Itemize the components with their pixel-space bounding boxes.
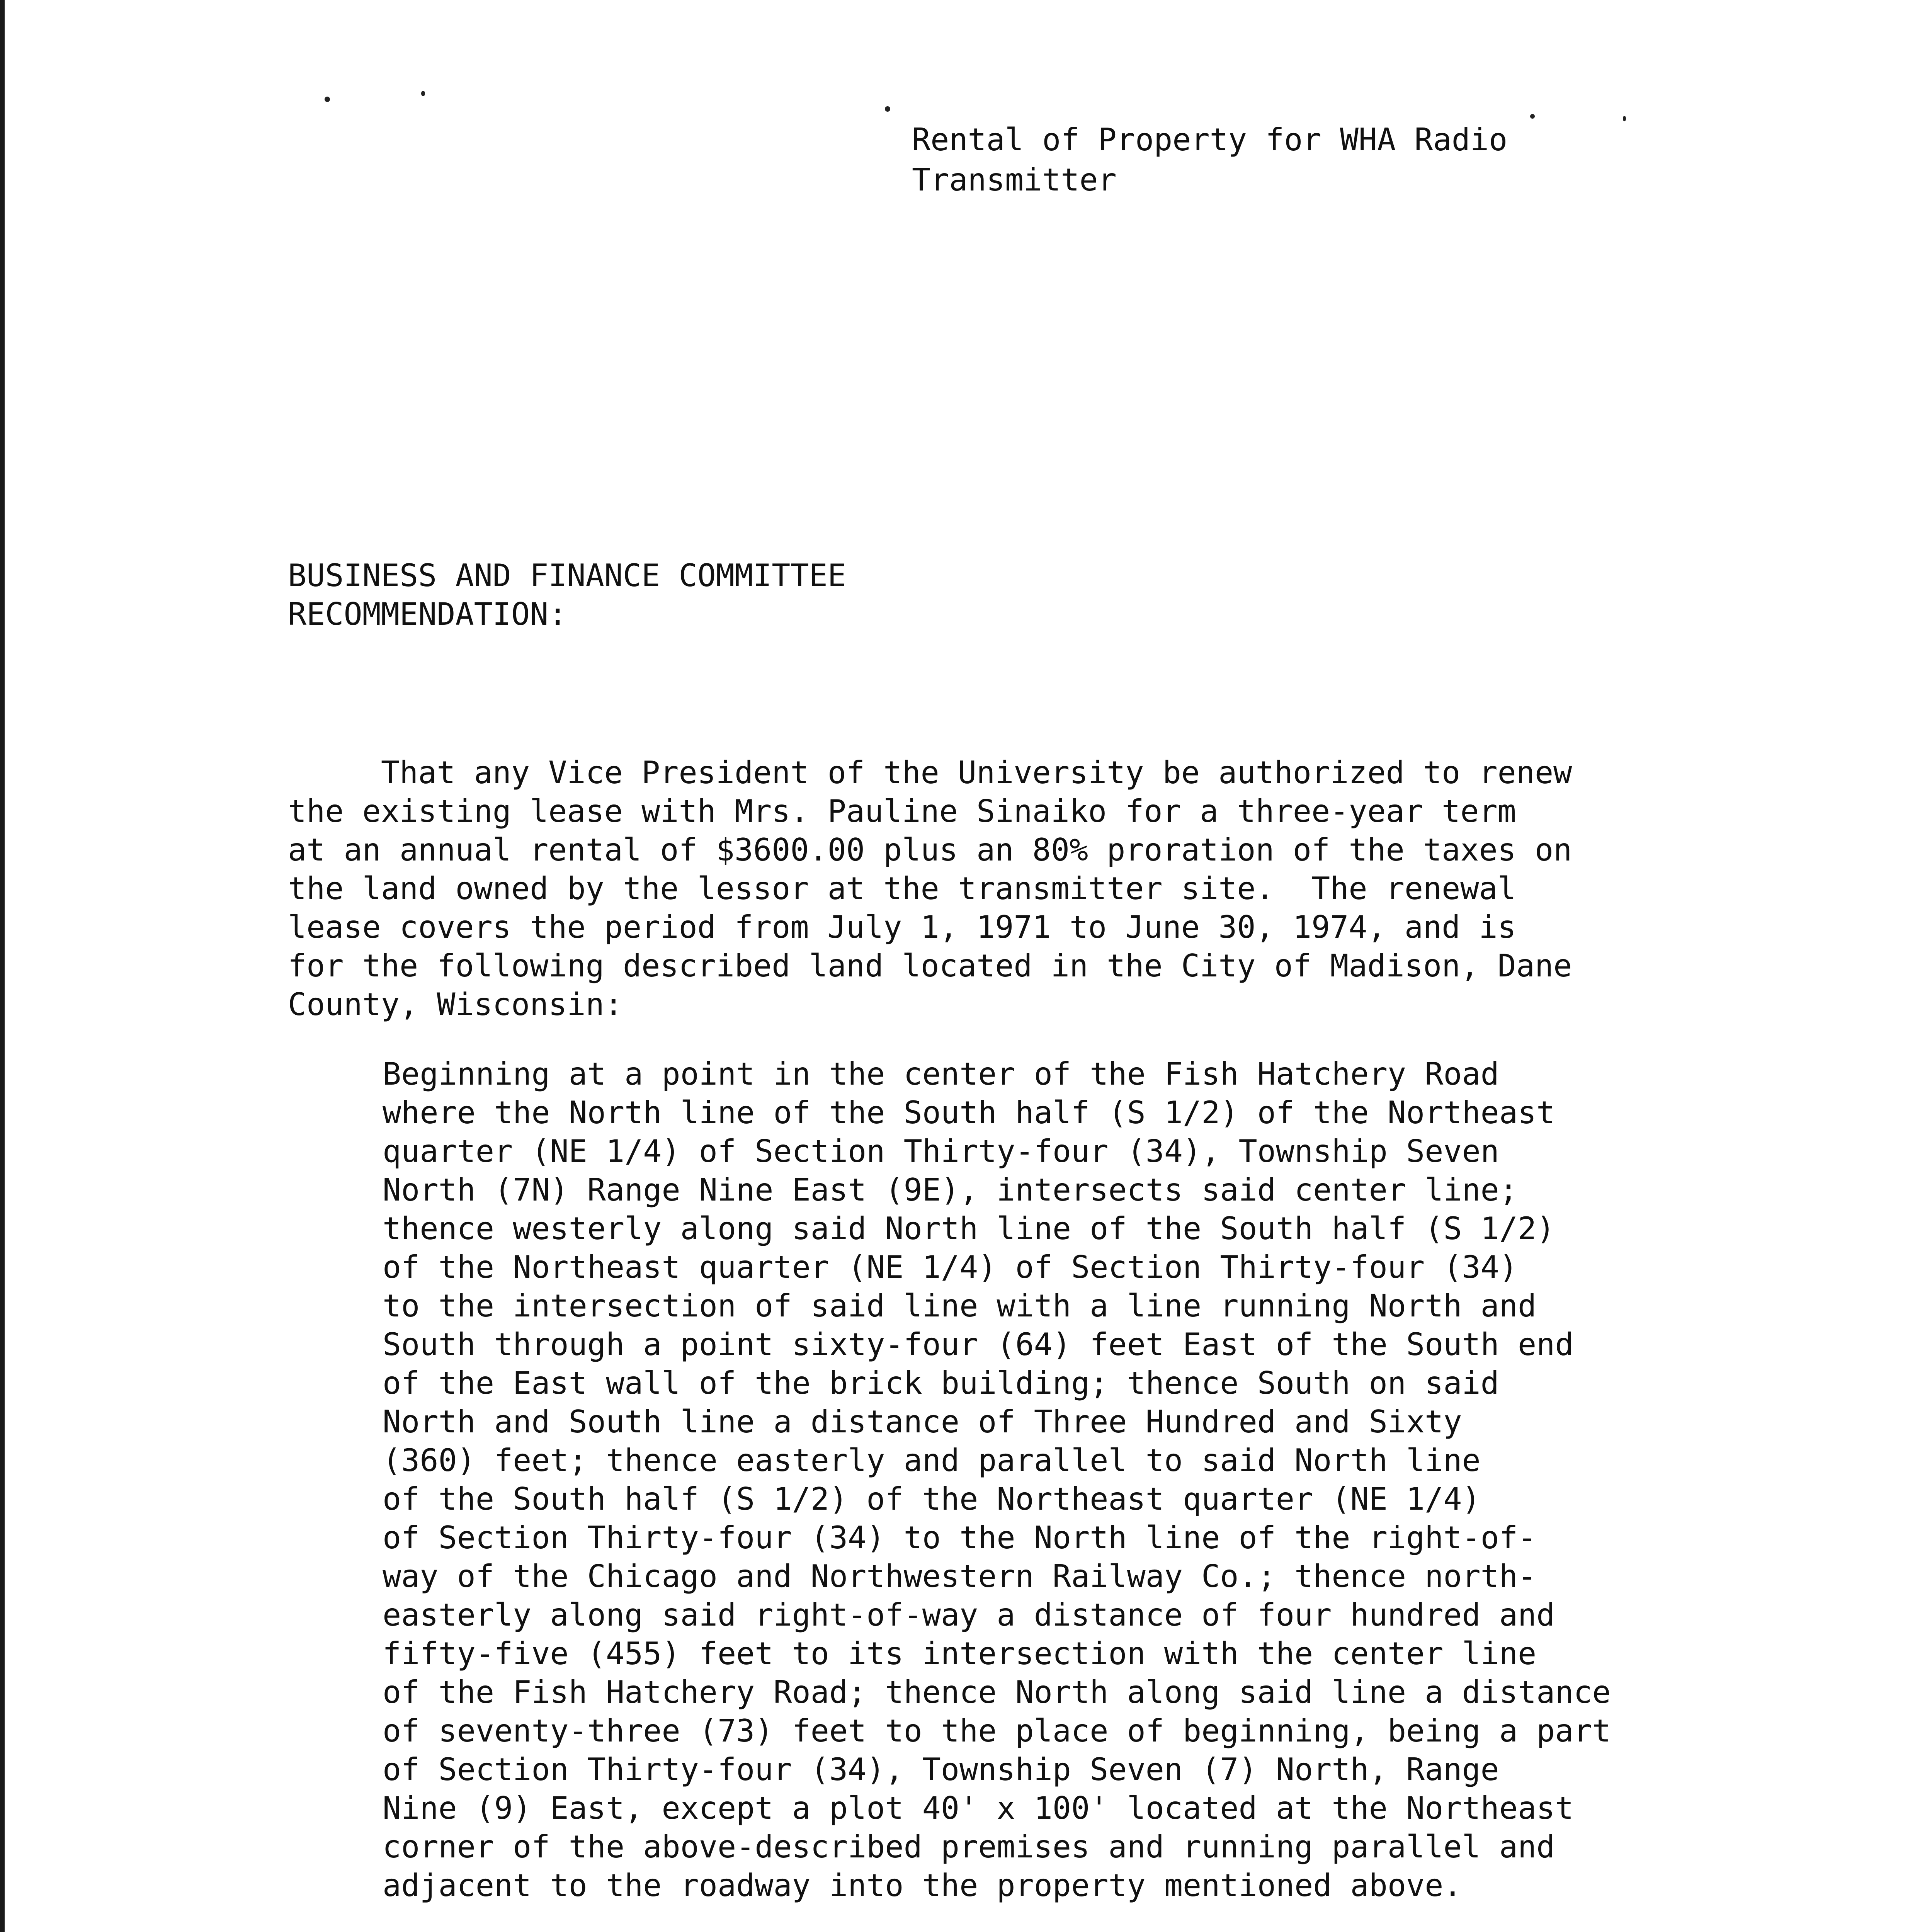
scan-speck [1623,116,1626,121]
scan-speck [325,97,330,102]
scan-speck [1530,114,1535,119]
recommendation-paragraph: That any Vice President of the University be authorized to renew the existing lease with Mrs. Pauline Sinaiko for a three-year term at an annual rental of $3600.00 plus an 80% proration of the taxes on the land owned by the lessor at the transmitter site. The renewal lease covers the period from July 1, 1971 to June 30, 1974, and is for the following described land located in the City of Madison, Dane County, Wisconsin: [288,755,1572,1022]
committee-heading: BUSINESS AND FINANCE COMMITTEE RECOMMENDATION: [288,558,846,632]
scan-edge [0,0,5,1932]
scan-speck [421,91,425,96]
document-title: Rental of Property for WHA Radio Transmitter [912,122,1508,198]
scan-speck [885,106,890,112]
legal-description: Beginning at a point in the center of the Fish Hatchery Road where the North line of the South half (S 1/2) of the Northeast quarter (NE 1/4) of Section Thirty-four (34), Township Seven North (7N) Range Nine East (9E), intersects said center line; thence westerly along said North line of the South half (S 1/2) of the Northeast quarter (NE 1/4) of Section Thirty-four (34) to the intersection of said line with a line running North and South through a point sixty-four (64) feet East of the South end of the East wall of the brick building; thence South on said North and South line a distance of Three Hundred and Sixty (360) feet; thence easterly and parallel to said North line of the South half (S 1/2) of the Northeast quarter (NE 1/4) of Section Thirty-four (34) to the North line of the right-of- way of the Chicago and Northwestern Railway Co.; thence north- easterly along said right-of-way a distance of four hundred and fifty-five (455) feet to its intersection with the center line of the Fish Hatchery Road; thence North along said line a distance of seventy-three (73) feet to the place of beginning, being a part of Section Thirty-four (34), Township Seven (7) North, Range Nine (9) East, except a plot 40' x 100' located at the Northeast corner of the above-described premises and running parallel and adjacent to the roadway into the property mentioned above. [383,1056,1611,1903]
